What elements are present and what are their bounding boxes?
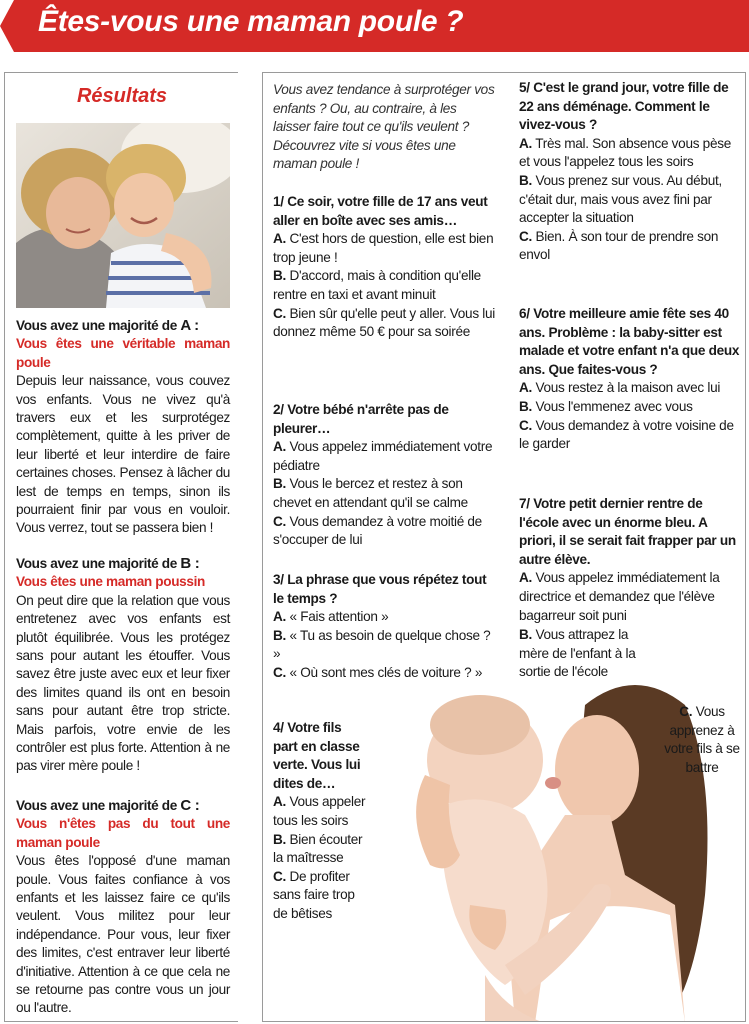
question-5-answer-a: A. Très mal. Son absence vous pèse et vous l'appelez tous les soirs	[519, 135, 731, 170]
result-a-text: Depuis leur naissance, vous couvez vos enfants. Vous ne vivez qu'à travers eux et les surprotégez complètement, quitte à les priver de leur liberté et leur interdire de faire certaines choses. Pensez à lâcher du lest de temps en temps, sinon ils pourraient finir par vous en vouloir. Vous verrez, tout se passera bien !	[16, 373, 230, 536]
question-3	[273, 571, 495, 683]
question-3-answer-c: C. « Où sont mes clés de voiture ? »	[273, 664, 483, 680]
result-b-heading: Vous avez une majorité de	[16, 556, 177, 571]
result-b-subtitle: Vous êtes une maman poussin	[16, 574, 205, 590]
quiz-column	[262, 72, 746, 1022]
result-c-text: Vous êtes l'opposé d'une maman poule. Vous faites confiance à vos enfants et les laissez faire ce qu'ils veulent. Vous militez pour leur indépendance. Pour vous, leur fixer des limites, c'est entraver leur liberté d'initiative. Attention à ce que cela ne se retourne pas contre vous un jour ou l'autre.	[16, 853, 230, 1016]
question-3-answer-a: A. « Fais attention »	[273, 609, 389, 625]
question-7-title: 7/ Votre petit dernier rentre de l'école avec un énorme bleu. A priori, il se serait fait frapper par un autre élève.	[519, 496, 736, 567]
question-7	[519, 495, 741, 625]
result-c-subtitle: Vous n'êtes pas du tout une maman poule	[16, 816, 230, 850]
result-a-letter: A :	[180, 317, 199, 334]
page-title: Êtes-vous une maman poule ?	[38, 5, 464, 38]
question-7-answer-c: C. Vous apprenez à votre fils à se battre	[664, 704, 740, 775]
results-column	[4, 72, 238, 1022]
question-4	[273, 719, 369, 924]
question-2-title: 2/ Votre bébé n'arrête pas de pleurer…	[273, 402, 449, 436]
result-a-heading: Vous avez une majorité de	[16, 318, 177, 333]
result-a	[16, 317, 230, 538]
question-7-answer-b: B. Vous attrapez la mère de l'enfant à la sortie de l'école	[519, 627, 636, 680]
result-c-heading: Vous avez une majorité de	[16, 798, 177, 813]
question-3-answer-b: B. « Tu as besoin de quelque chose ? »	[273, 627, 491, 662]
question-5-answer-b: B. Vous prenez sur vous. Au début, c'était dur, mais vous avez fini par accepter la situation	[519, 172, 722, 226]
question-2-answer-a: A. Vous appelez immédiatement votre pédiatre	[273, 439, 493, 473]
question-6-title: 6/ Votre meilleure amie fête ses 40 ans. Problème : la baby-sitter est malade et votre enfant n'a que deux ans. Que faites-vous ?	[519, 306, 740, 377]
question-6-answer-b: B. Vous l'emmenez avec vous	[519, 398, 693, 414]
question-4-answer-b: B. Bien écouter la maîtresse	[273, 831, 363, 866]
result-c	[16, 797, 230, 1018]
question-2-answer-b: B. Vous le bercez et restez à son chevet en attendant qu'il se calme	[273, 476, 468, 510]
title-banner	[0, 0, 749, 52]
question-1	[273, 193, 495, 342]
quiz-intro: Vous avez tendance à surprotéger vos enfants ? Ou, au contraire, à les laisser faire tout ce qu'ils veulent ? Découvrez vite si vous êtes une maman poule !	[273, 82, 495, 172]
result-b-text: On peut dire que la relation que vous entretenez avec vos enfants est plutôt équilibrée. Vous les protégez sans pour autant les étouffer. Vous savez être juste avec eux et leur fixer des limites quand ils ont en besoin sans pour autant être trop stricte. Mais parfois, votre envie de les contrôler est plus forte. Attention à ne pas virer mère poule !	[16, 592, 230, 774]
question-2	[273, 401, 495, 550]
question-2-answer-c: C. Vous demandez à votre moitié de s'occuper de lui	[273, 513, 482, 548]
question-5	[519, 79, 741, 265]
question-1-answer-a: A. C'est hors de question, elle est bien trop jeune !	[273, 231, 494, 265]
result-a-subtitle: Vous êtes une véritable maman poule	[16, 336, 230, 370]
result-b	[16, 555, 230, 776]
question-4-answer-c: C. De profiter sans faire trop de bêtises	[273, 868, 355, 921]
result-b-letter: B :	[180, 555, 200, 572]
question-3-title: 3/ La phrase que vous répétez tout le temps ?	[273, 572, 487, 606]
question-1-title: 1/ Ce soir, votre fille de 17 ans veut aller en boîte avec ses amis…	[273, 194, 488, 228]
question-5-answer-c: C. Bien. À son tour de prendre son envol	[519, 228, 719, 263]
results-title: Résultats	[76, 85, 168, 107]
result-c-letter: C :	[180, 797, 200, 814]
mother-child-photo	[16, 123, 230, 308]
question-6-answer-c: C. Vous demandez à votre voisine de le garder	[519, 417, 734, 452]
question-4-title: 4/ Votre fils part en classe verte. Vous lui dites de…	[273, 720, 361, 791]
question-1-answer-c: C. Bien sûr qu'elle peut y aller. Vous lui donnez même 50 € pour sa soirée	[273, 305, 495, 340]
question-6-answer-a: A. Vous restez à la maison avec lui	[519, 380, 721, 396]
question-1-answer-b: B. D'accord, mais à condition qu'elle rentre en taxi et avant minuit	[273, 268, 481, 302]
question-4-answer-a: A. Vous appeler tous les soirs	[273, 794, 366, 828]
question-7-answer-a: A. Vous appelez immédiatement la directrice et demandez que l'élève bagarreur soit puni	[519, 570, 720, 623]
question-5-title: 5/ C'est le grand jour, votre fille de 22 ans déménage. Comment le vivez-vous ?	[519, 80, 729, 133]
question-6	[519, 305, 741, 454]
